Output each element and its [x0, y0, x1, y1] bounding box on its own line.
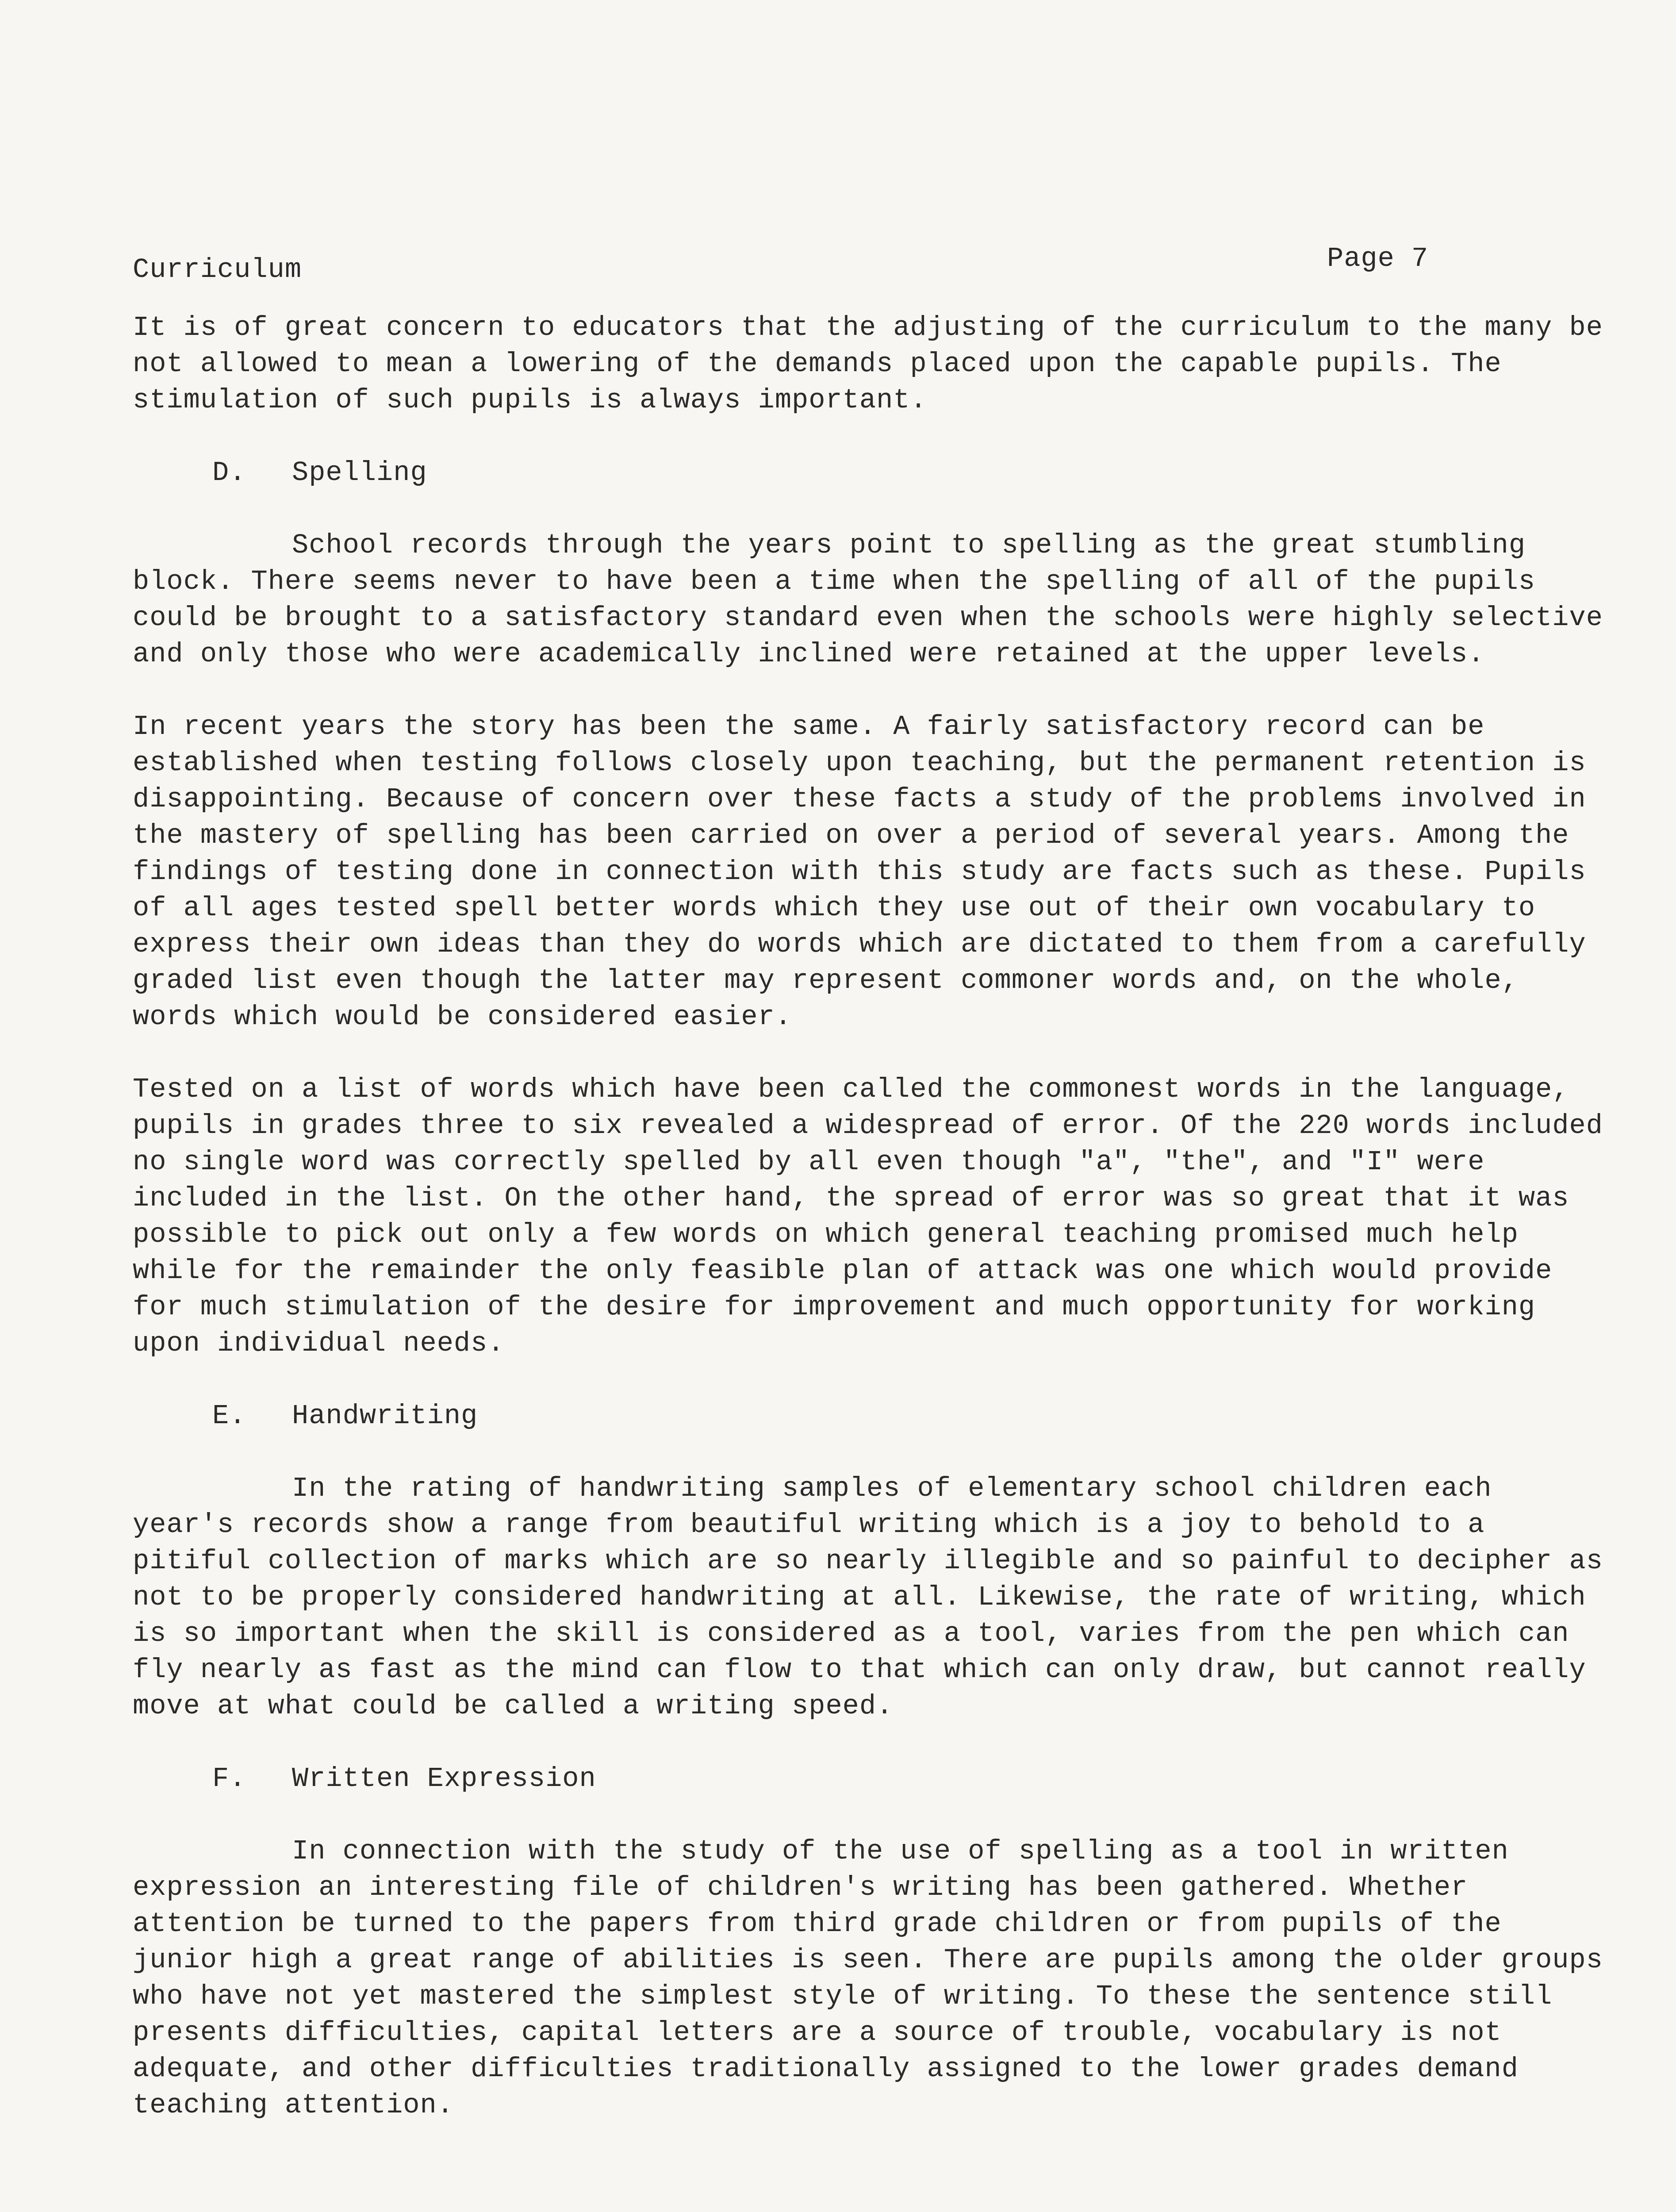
section-title: Written Expression: [292, 1763, 596, 1794]
section-heading-written-expression: [212, 1761, 1606, 1797]
body-paragraph: In connection with the study of the use of spelling as a tool in written expression an interesting file of children's writing has been gathered. Whether attention be turned to the papers from third grade children or from pupils of the junior high a great range of abilities is seen. There are pupils among the older groups who have not yet mastered the simplest style of writing. To these the sentence still presents difficulties, capital letters are a source of trouble, vocabulary is not adequate, and other difficulties traditionally assigned to the lower grades demand teaching attention.: [133, 1836, 1603, 2121]
body-paragraph: Tested on a list of words which have been called the commonest words in the language, pupils in grades three to six revealed a widespread of error. Of the 220 words included no single word was correctly spelled by all even though "a", "the", and "I" were included in the list. On the other hand, the spread of error was so great that it was possible to pick out only a few words on which general teaching promised much help while for the remainder the only feasible plan of attack was one which would provide for much stimulation of the desire for improvement and much opportunity for working upon individual needs.: [133, 1074, 1603, 1359]
section-letter: E.: [212, 1400, 246, 1432]
page-number: Page 7: [1327, 243, 1429, 274]
intro-paragraph: It is of great concern to educators that the adjusting of the curriculum to the many be not allowed to mean a lowering of the demands placed upon the capable pupils. The stimulation of such pupils is always important.: [133, 312, 1603, 416]
section-letter: F.: [212, 1763, 246, 1794]
running-header-title: Curriculum: [133, 254, 302, 285]
section-heading-handwriting: [212, 1398, 1606, 1434]
document-body: [133, 310, 1606, 2160]
body-paragraph: School records through the years point to spelling as the great stumbling block. There seems never to have been a time when the spelling of all of the pupils could be brought to a satisfactory standard even when the schools were highly selective and only those who were academically inclined were retained at the upper levels.: [133, 530, 1603, 670]
section-heading-spelling: [212, 455, 1606, 491]
section-title: Handwriting: [292, 1400, 478, 1432]
section-letter: D.: [212, 457, 246, 488]
body-paragraph: In the rating of handwriting samples of elementary school children each year's records show a range from beautiful writing which is a joy to behold to a pitiful collection of marks which are so nearly illegible and so painful to decipher as not to be properly considered handwriting at all. Likewise, the rate of writing, which is so important when the skill is considered as a tool, varies from the pen which can fly nearly as fast as the mind can flow to that which can only draw, but cannot really move at what could be called a writing speed.: [133, 1473, 1603, 1722]
body-paragraph: In recent years the story has been the same. A fairly satisfactory record can be established when testing follows closely upon teaching, but the permanent retention is disappointing. Because of concern over these facts a study of the problems involved in the mastery of spelling has been carried on over a period of several years. Among the findings of testing done in connection with this study are facts such as these. Pupils of all ages tested spell better words which they use out of their own vocabulary to express their own ideas than they do words which are dictated to them from a carefully graded list even though the latter may represent commoner words and, on the whole, words which would be considered easier.: [133, 711, 1586, 1033]
section-title: Spelling: [292, 457, 427, 488]
